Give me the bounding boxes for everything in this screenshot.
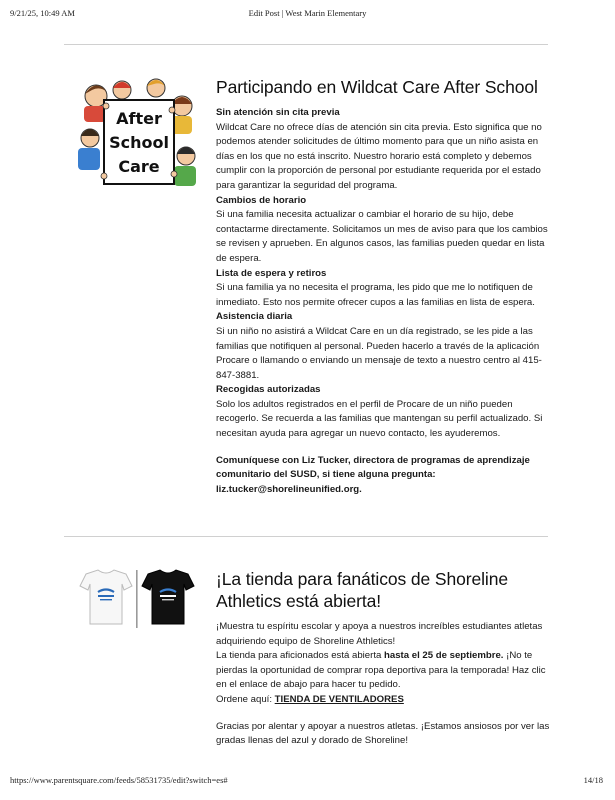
fan-store-link[interactable]: TIENDA DE VENTILADORES [274,693,404,705]
post-title: ¡La tienda para fanáticos de Shoreline Athletics está abierta! [216,569,508,611]
print-url: https://www.parentsquare.com/feeds/58531735/edit?switch=es# [10,775,228,785]
divider [64,44,548,45]
print-page-title: Edit Post | West Marin Elementary [248,8,367,18]
intro-paragraph: ¡Muestra tu espíritu escolar y apoya a nuestros increíbles estudiantes atletas adquiriendo equipo de Shoreline Athletics! [216,621,543,647]
after-school-care-clipart [74,76,202,197]
print-datetime: 9/21/25, 10:49 AM [10,8,75,18]
block-body: Wildcat Care no ofrece días de atención sin cita previa. Esto significa que no podemos atender solicitudes de último momento para que un niño asista en días en los que no está inscrito. Nuestro horario está completo y debemos cumplir con la proporción de personal por estudiante requerida por el estado para garantizar la seguridad del programa. [216,121,542,191]
block-waitlist [216,267,551,311]
store-dates-text-end: ¡No te pierdas la oportunidad de comprar ropa deportiva para la temporada! Haz clic en el enlace de abajo para hacer tu pedido. [216,650,546,691]
block-heading: Asistencia diaria [216,311,293,323]
white-tshirt-image [80,570,132,624]
divider [64,536,548,537]
contact-text: Comuníquese con Liz Tucker, directora de programas de aprendizaje comunitario del SUSD, si tiene alguna pregunta: liz.tucker@shorelineunified.org. [216,454,530,495]
store-deadline: hasta el 25 de septiembre. [384,650,504,662]
block-heading: Cambios de horario [216,194,307,206]
post-content [216,568,551,749]
post-section-wildcat-care [64,76,548,516]
order-line [216,693,551,708]
block-heading: Lista de espera y retiros [216,267,327,279]
post-content [216,76,551,497]
block-pickups [216,383,551,441]
print-page-number: 14/18 [583,775,603,785]
store-dates-text: La tienda para aficionados está abierta [216,650,385,662]
print-header [0,8,615,22]
tshirt-images [74,568,204,637]
block-body: Si una familia ya no necesita el programa, les pido que me lo notifiquen de inmediato. Esto nos permite ofrecer cupos a las familias en lista de espera. [216,282,535,308]
block-heading: Sin atención sin cita previa [216,107,340,118]
black-tshirt-image [142,570,194,624]
sign-text-school: School [109,133,169,152]
block-body: Solo los adultos registrados en el perfil de Procare de un niño pueden recogerlo. Se recuerda a las familias que mantengan su perfil actualizado. Si necesitan ayuda para agregar un nuevo contacto, les ayuderemos. [216,398,543,440]
order-label: Ordene aquí: [216,693,275,705]
post-title: Participando en Wildcat Care After School [216,77,538,97]
post-section-fan-store [64,568,548,758]
block-attendance [216,310,551,383]
block-heading: Recogidas autorizadas [216,384,321,396]
sign-text-after: After [116,109,162,128]
sign-text-care: Care [118,157,160,176]
block-body: Si una familia necesita actualizar o cambiar el horario de su hijo, debe contactarme directamente. Solicitamos un mes de aviso para que los cambios se revisen y aprueben. En algunos casos, las familias pueden quedar en lista de espera. [216,209,548,264]
block-schedule-changes [216,194,551,267]
block-walkin [216,106,551,194]
print-footer [0,775,615,789]
store-dates-paragraph [216,649,551,693]
block-body: Si un niño no asistirá a Wildcat Care en un día registrado, se les pide a las familias que notifiquen al personal. Pueden hacerlo a través de la aplicación Procare o llamando o enviando un mensaje de texto a nuestro centro al 415-847-3881. [216,325,542,381]
thanks-paragraph: Gracias por alentar y apoyar a nuestros atletas. ¡Estamos ansiosos por ver las gradas llenas del azul y dorado de Shoreline! [216,720,550,747]
